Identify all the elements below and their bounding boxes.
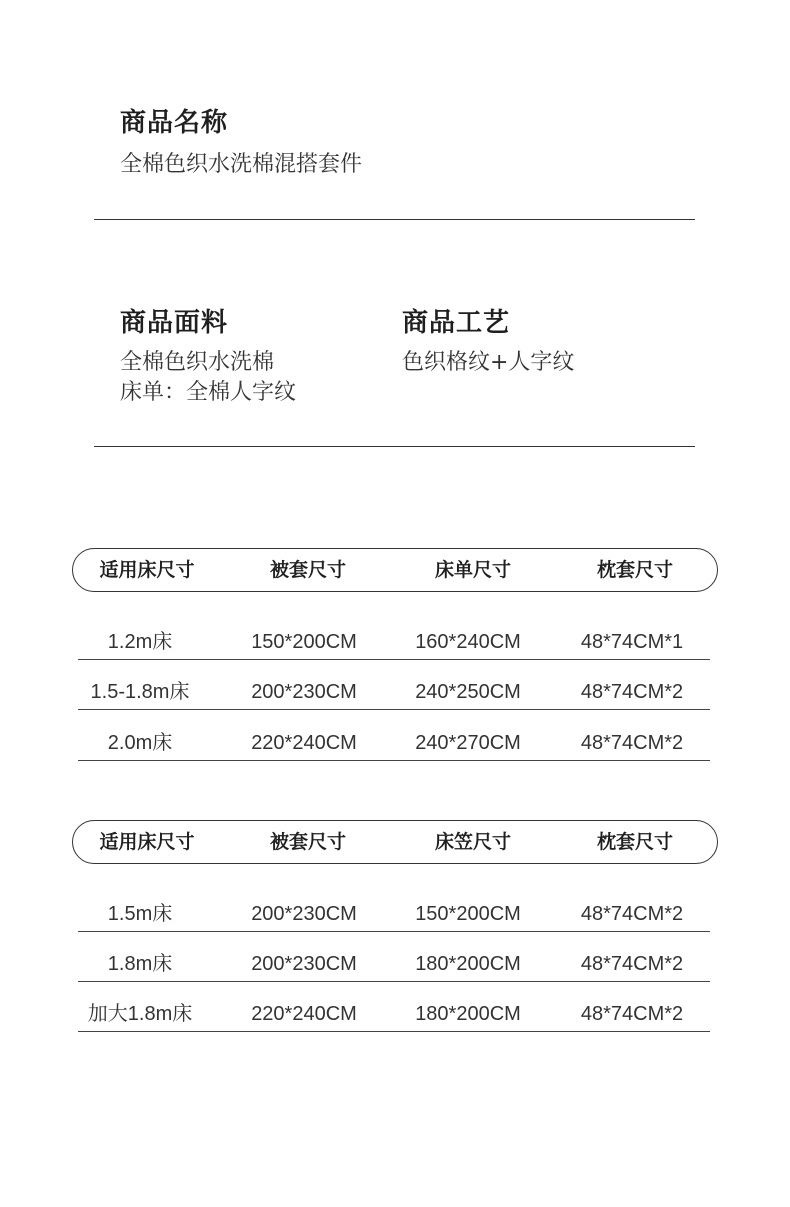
header-pillowcase-size: 枕套尺寸 xyxy=(596,559,673,581)
header-fitted-sheet-size: 床笠尺寸 xyxy=(434,831,511,853)
table-row xyxy=(78,610,710,660)
cell-fitted-sheet-size: 180*200CM xyxy=(415,1003,521,1025)
table-row xyxy=(78,932,710,982)
cell-duvet-size: 200*230CM xyxy=(251,903,357,925)
divider xyxy=(94,219,695,220)
row-divider xyxy=(78,709,710,710)
cell-bed-size: 2.0m床 xyxy=(107,732,173,754)
fabric-line-1: 全棉色织水洗棉 xyxy=(120,350,275,375)
cell-duvet-size: 220*240CM xyxy=(251,1003,357,1025)
header-duvet-size: 被套尺寸 xyxy=(269,831,346,853)
cell-bed-size: 1.8m床 xyxy=(107,953,173,975)
header-pillowcase-size: 枕套尺寸 xyxy=(596,831,673,853)
product-name-value: 全棉色织水洗棉混搭套件 xyxy=(120,152,363,177)
cell-sheet-size: 240*250CM xyxy=(415,681,521,703)
table-row xyxy=(78,882,710,932)
header-bed-size: 适用床尺寸 xyxy=(99,831,195,853)
cell-sheet-size: 240*270CM xyxy=(415,732,521,754)
table-row xyxy=(78,711,710,761)
cell-pillowcase-size: 48*74CM*1 xyxy=(580,631,684,653)
header-sheet-size: 床单尺寸 xyxy=(434,559,511,581)
cell-fitted-sheet-size: 150*200CM xyxy=(415,903,521,925)
table-row xyxy=(78,660,710,710)
row-divider xyxy=(78,760,710,761)
product-name-title: 商品名称 xyxy=(120,108,229,138)
cell-pillowcase-size: 48*74CM*2 xyxy=(580,681,684,703)
cell-sheet-size: 160*240CM xyxy=(415,631,521,653)
table-header xyxy=(72,548,718,592)
cell-duvet-size: 200*230CM xyxy=(251,953,357,975)
cell-duvet-size: 220*240CM xyxy=(251,732,357,754)
cell-bed-size: 1.2m床 xyxy=(107,631,173,653)
fabric-line-2: 床单：全棉人字纹 xyxy=(120,380,297,405)
craft-title: 商品工艺 xyxy=(402,308,511,338)
craft-value: 色织格纹+人字纹 xyxy=(402,350,575,375)
divider xyxy=(94,446,695,447)
cell-pillowcase-size: 48*74CM*2 xyxy=(580,903,684,925)
table-header xyxy=(72,820,718,864)
cell-pillowcase-size: 48*74CM*2 xyxy=(580,953,684,975)
cell-bed-size: 1.5m床 xyxy=(107,903,173,925)
table-row xyxy=(78,982,710,1032)
cell-pillowcase-size: 48*74CM*2 xyxy=(580,732,684,754)
row-divider xyxy=(78,1031,710,1032)
fabric-title: 商品面料 xyxy=(120,308,229,338)
cell-pillowcase-size: 48*74CM*2 xyxy=(580,1003,684,1025)
cell-duvet-size: 200*230CM xyxy=(251,681,357,703)
cell-duvet-size: 150*200CM xyxy=(251,631,357,653)
cell-bed-size: 1.5-1.8m床 xyxy=(90,681,190,703)
cell-bed-size: 加大1.8m床 xyxy=(87,1003,193,1025)
header-bed-size: 适用床尺寸 xyxy=(99,559,195,581)
header-duvet-size: 被套尺寸 xyxy=(269,559,346,581)
cell-fitted-sheet-size: 180*200CM xyxy=(415,953,521,975)
